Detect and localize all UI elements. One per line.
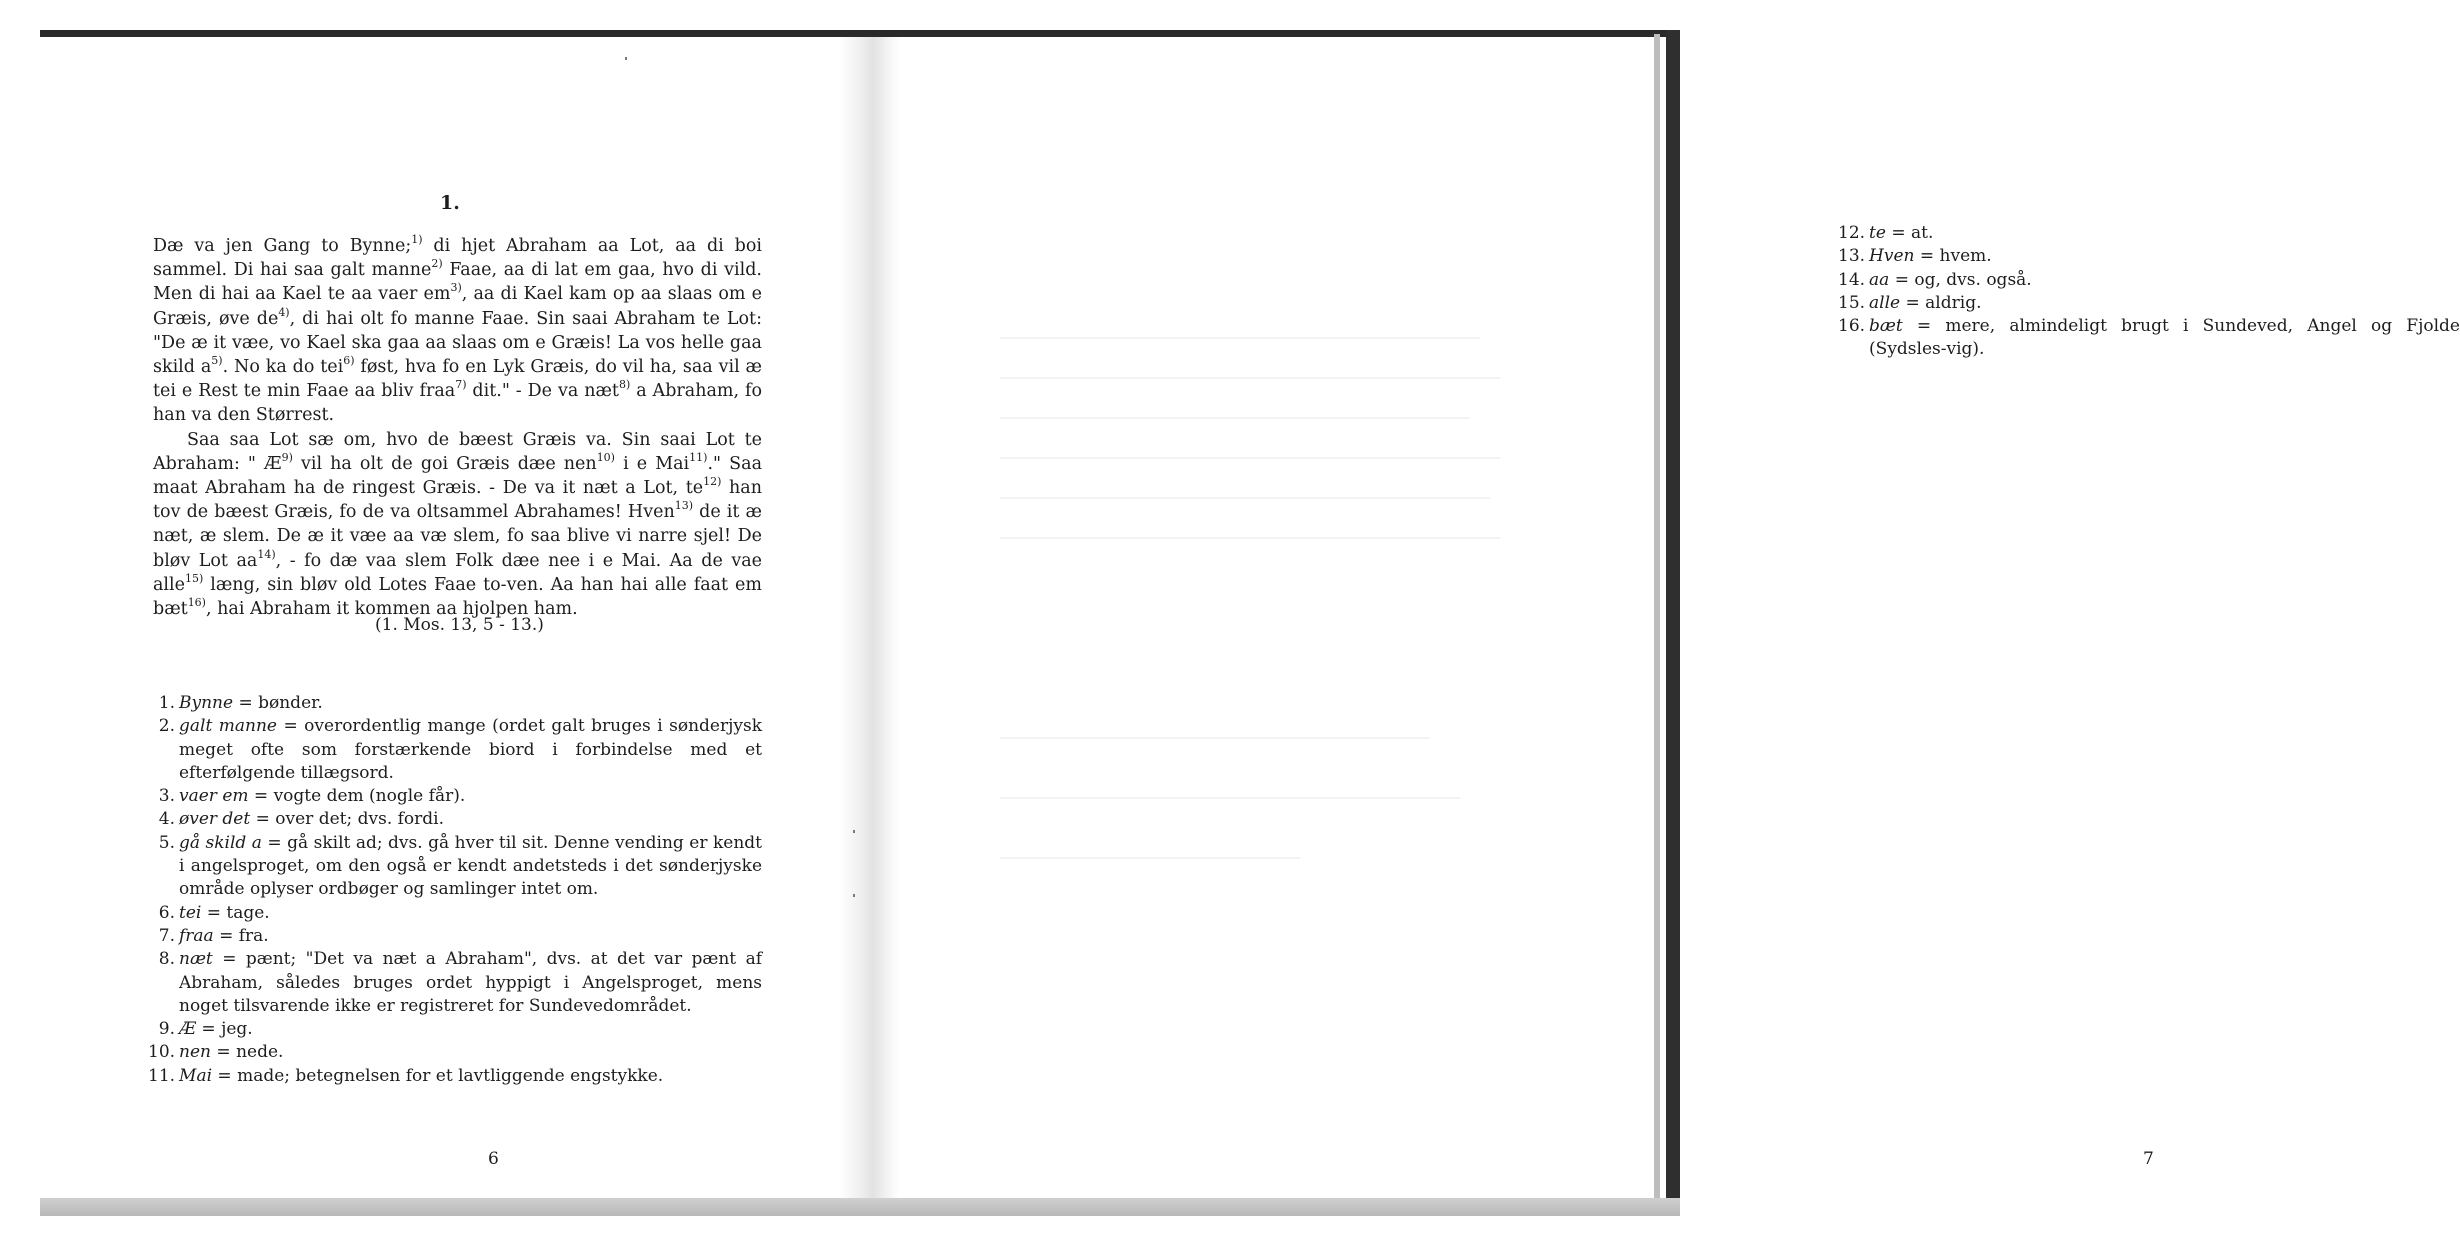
page-stack-edge (1654, 34, 1660, 1204)
footnote-text (179, 785, 762, 808)
footnote-item (148, 832, 762, 902)
footnote-text (1869, 315, 2460, 362)
footnote-number: 7. (158, 925, 175, 946)
footnote-term: tei (179, 902, 202, 923)
footnote-definition: = pænt; "Det va næt a Abraham", dvs. at det var pænt af Abraham, således bruges ordet hyppigt i Angelsproget, mens noget tilsvarende ikke er registreret for Sundevedområdet. (179, 949, 762, 1016)
text-run: føst, hva fo en Lyk Græis, do vil ha, saa vil æ tei e Rest te min Faae aa bliv fraa (153, 357, 762, 402)
footnote-term: Bynne (179, 693, 234, 713)
text-run: vil ha olt de goi Græis dæe nen (292, 453, 597, 474)
footnote-term: alle (1869, 292, 1901, 313)
footnote-marker: 9) (281, 450, 293, 464)
show-through (1000, 737, 1430, 739)
footnote-text (179, 808, 762, 831)
footnote-marker: 8) (618, 378, 631, 392)
footnote-item (148, 715, 762, 785)
show-through (1000, 457, 1500, 459)
footnote-term: Æ (179, 1019, 197, 1040)
footnote-text (1869, 269, 2460, 292)
scan-speck (853, 894, 855, 897)
scan-speck (853, 830, 855, 833)
chapter-title: 1. (440, 192, 460, 214)
footnote-marker: 2) (431, 257, 443, 271)
footnote-definition: = over det; dvs. fordi. (250, 809, 445, 830)
footnote-definition: = bønder. (233, 693, 323, 713)
footnote-item (1838, 315, 2460, 362)
text-run: , - fo dæ vaa slem Folk dæe nee i e Mai. Aa de vae alle (153, 550, 762, 595)
text-run: Faae, aa di lat em gaa, hvo di vild. Men di hai aa Kael te aa vaer em (153, 260, 762, 305)
footnote-term: fraa (179, 925, 214, 946)
footnote-number: 3. (158, 786, 175, 807)
footnote-term: øver det (179, 809, 251, 830)
text-run: di hjet Abraham aa Lot, aa di boi sammel. Di hai saa galt manne (153, 236, 762, 281)
footnotes-right (1838, 222, 2460, 362)
footnote-definition: = mere, almindeligt brugt i Sundeved, Angel og Fjolde (Sydsles-vig). (1869, 316, 2460, 360)
show-through (1000, 337, 1480, 339)
left-page (40, 37, 840, 1198)
text-run: a Abraham, fo han va den Størrest. (153, 381, 762, 426)
footnote-definition: = made; betegnelsen for et lavtliggende engstykke. (212, 1065, 664, 1086)
footnote-item (1838, 292, 2460, 315)
text-run: Dæ va jen Gang to Bynne; (153, 236, 412, 256)
scan-edge-top (40, 30, 1680, 37)
footnote-marker: 13) (674, 499, 694, 513)
footnote-item (1838, 222, 2460, 245)
footnote-text (179, 715, 762, 785)
footnote-term: Mai (179, 1065, 213, 1086)
show-through (1000, 797, 1460, 799)
footnote-marker: 14) (257, 547, 276, 561)
footnote-text (179, 832, 762, 902)
footnote-term: bæt (1869, 316, 1903, 337)
footnote-marker: 6) (343, 354, 355, 368)
show-through (1000, 377, 1500, 379)
footnote-definition: = fra. (213, 925, 269, 946)
footnote-number: 6. (158, 902, 175, 923)
footnote-term: gå skild a (179, 832, 262, 853)
footnote-text (179, 1041, 762, 1064)
footnote-marker: 11) (689, 450, 708, 464)
footnote-text (1869, 222, 2460, 245)
footnote-marker: 7) (455, 378, 467, 392)
footnote-definition: = aldrig. (1900, 292, 1982, 313)
footnote-item (148, 1041, 762, 1064)
footnote-number: 15. (1838, 292, 1866, 313)
footnote-text (1869, 292, 2460, 315)
text-run: , di hai olt fo manne Faae. Sin saai Abraham te Lot: "De æ it væe, vo Kael ska gaa aa slaas om e Græis! La vos helle gaa skild a (153, 308, 762, 378)
story-paragraph (153, 428, 762, 622)
footnote-item (148, 785, 762, 808)
footnote-definition: = tage. (201, 902, 270, 923)
footnote-number: 1. (158, 693, 175, 713)
footnote-number: 12. (1838, 223, 1866, 243)
footnote-number: 2. (158, 716, 175, 737)
footnote-term: nen (179, 1042, 212, 1063)
footnote-text (179, 925, 762, 948)
footnote-item (148, 808, 762, 831)
footnote-term: te (1869, 223, 1886, 243)
footnote-definition: = hvem. (1914, 246, 1992, 267)
text-run: i e Mai (614, 453, 690, 474)
footnote-definition: = vogte dem (nogle får). (248, 786, 466, 807)
footnote-text (179, 902, 762, 925)
text-run: læng, sin bløv old Lotes Faae to-ven. Aa han hai alle faat em bæt (153, 574, 762, 620)
footnote-number: 13. (1838, 246, 1866, 267)
footnote-term: Hven (1869, 246, 1915, 267)
footnote-number: 14. (1838, 269, 1866, 290)
footnote-term: næt (179, 949, 213, 970)
footnote-marker: 5) (211, 354, 223, 368)
book-gutter (840, 37, 900, 1198)
footnote-marker: 3) (450, 281, 462, 295)
page-number-left: 6 (488, 1149, 499, 1169)
footnote-definition: = overordentlig mange (ordet galt bruges i sønderjysk meget ofte som forstærkende biord i forbindelse med et efterfølgende tillægsord. (179, 716, 763, 783)
footnote-item (148, 925, 762, 948)
footnote-marker: 10) (596, 450, 615, 464)
footnote-term: galt manne (179, 716, 277, 737)
footnote-number: 8. (158, 949, 175, 970)
footnote-item (148, 948, 762, 1018)
text-run: , aa di Kael kam op aa slaas om e Græis, øve de (153, 284, 762, 329)
footnote-number: 4. (158, 809, 175, 830)
scan-edge-right (1666, 30, 1680, 1210)
footnote-item (148, 902, 762, 925)
footnote-marker: 12) (703, 475, 722, 489)
page-number-right: 7 (2143, 1149, 2154, 1169)
footnote-item (148, 1065, 762, 1088)
scan-edge-bottom (40, 1198, 1680, 1216)
footnote-marker: 4) (278, 305, 290, 319)
show-through (1000, 417, 1470, 419)
footnote-marker: 1) (411, 233, 423, 246)
footnote-text (179, 1018, 762, 1041)
text-run: Saa saa Lot sæ om, hvo de bæest Græis va. Sin saai Lot te Abraham: " Æ (153, 429, 762, 474)
footnote-term: aa (1869, 269, 1890, 290)
footnote-text (179, 948, 762, 1018)
footnote-item (1838, 269, 2460, 292)
footnote-text (179, 1065, 762, 1088)
footnote-marker: 15) (184, 571, 204, 585)
text-run: han tov de bæest Græis, fo de va oltsammel Abrahames! Hven (153, 478, 763, 523)
show-through (1000, 857, 1300, 859)
footnote-item (148, 1018, 762, 1041)
footnote-marker: 16) (187, 596, 206, 610)
footnote-text (1869, 245, 2460, 268)
text-run: dit." - De va næt (466, 381, 619, 402)
text-run: ." Saa maat Abraham ha de ringest Græis. - De va it næt a Lot, te (153, 453, 763, 499)
footnotes-left (148, 692, 762, 1088)
bible-reference: (1. Mos. 13, 5 - 13.) (375, 615, 544, 635)
text-run: , hai Abraham it kommen aa hjolpen ham. (205, 599, 578, 620)
footnote-definition: = nede. (211, 1042, 284, 1063)
show-through (1000, 497, 1490, 499)
text-run: . No ka do tei (222, 357, 344, 378)
story-paragraph (153, 234, 762, 428)
right-page (900, 37, 2460, 1198)
footnote-number: 10. (148, 1042, 176, 1063)
footnote-definition: = og, dvs. også. (1889, 269, 2032, 290)
footnote-term: vaer em (179, 786, 249, 807)
footnote-item (1838, 245, 2460, 268)
footnote-text (179, 692, 762, 715)
book-spread (40, 37, 2460, 1198)
show-through (1000, 537, 1500, 539)
footnote-definition: = at. (1885, 223, 1934, 243)
scan-speck (625, 57, 627, 60)
footnote-item (148, 692, 762, 715)
footnote-definition: = gå skilt ad; dvs. gå hver til sit. Denne vending er kendt i angelsproget, om den også er kendt andetsteds i det sønderjyske område oplyser ordbøger og samlinger intet om. (179, 832, 762, 900)
story-text (153, 234, 762, 621)
footnote-definition: = jeg. (196, 1019, 253, 1040)
footnote-number: 9. (158, 1019, 175, 1040)
text-run: de it æ næt, æ slem. De æ it væe aa væ slem, fo saa blive vi narre sjel! De bløv Lot aa (153, 502, 763, 571)
footnote-number: 16. (1838, 316, 1866, 337)
footnote-number: 11. (148, 1065, 176, 1086)
footnote-number: 5. (158, 832, 175, 853)
